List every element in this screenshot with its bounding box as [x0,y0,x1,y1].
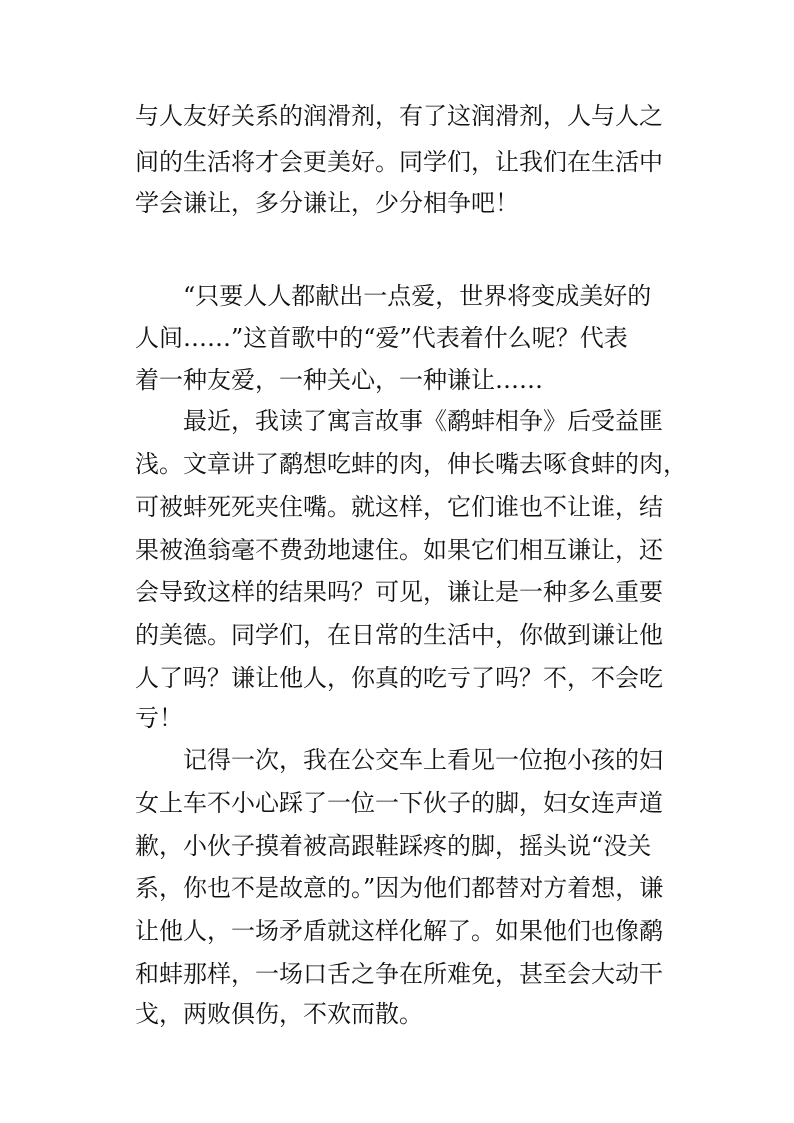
text-line: 果被渔翁毫不费劲地逮住。如果它们相互谦让，还 [135,536,663,564]
text-line: 让他人，一场矛盾就这样化解了。如果他们也像鹬 [135,917,663,945]
text-line: 记得一次，我在公交车上看见一位抱小孩的妇 [183,746,663,774]
text-line: 系，你也不是故意的。”因为他们都替对方着想，谦 [135,874,664,902]
text-line: 亏！ [135,704,183,732]
text-line: 与人友好关系的润滑剂，有了这润滑剂，人与人之 [135,102,663,130]
text-line: 和蚌那样，一场口舌之争在所难免，甚至会大动干 [135,960,663,988]
text-line: 间的生活将才会更美好。同学们，让我们在生活中 [135,148,663,176]
text-line: 戈，两败俱伤，不欢而散。 [135,1000,423,1028]
text-line: 学会谦让，多分谦让，少分相争吧！ [135,189,519,217]
text-line: 女上车不小心踩了一位一下伙子的脚，妇女连声道 [135,789,663,817]
text-line: 会导致这样的结果吗？可见，谦让是一种多么重要 [135,578,663,606]
text-line: 最近，我读了寓言故事《鹬蚌相争》后受益匪 [183,407,663,435]
text-line: 浅。文章讲了鹬想吃蚌的肉，伸长嘴去啄食蚌的肉， [135,450,687,478]
text-line: 可被蚌死死夹住嘴。就这样，它们谁也不让谁，结 [135,493,663,521]
text-line: 着一种友爱，一种关心，一种谦让…… [135,366,543,394]
text-line: 人间……”这首歌中的“爱”代表着什么呢？代表 [135,324,628,352]
text-line: “只要人人都献出一点爱，世界将变成美好的 [183,282,652,310]
text-line: 人了吗？谦让他人，你真的吃亏了吗？不，不会吃 [135,664,663,692]
text-line: 歉，小伙子摸着被高跟鞋踩疼的脚，摇头说“没关 [135,832,652,860]
text-line: 的美德。同学们，在日常的生活中，你做到谦让他 [135,621,663,649]
